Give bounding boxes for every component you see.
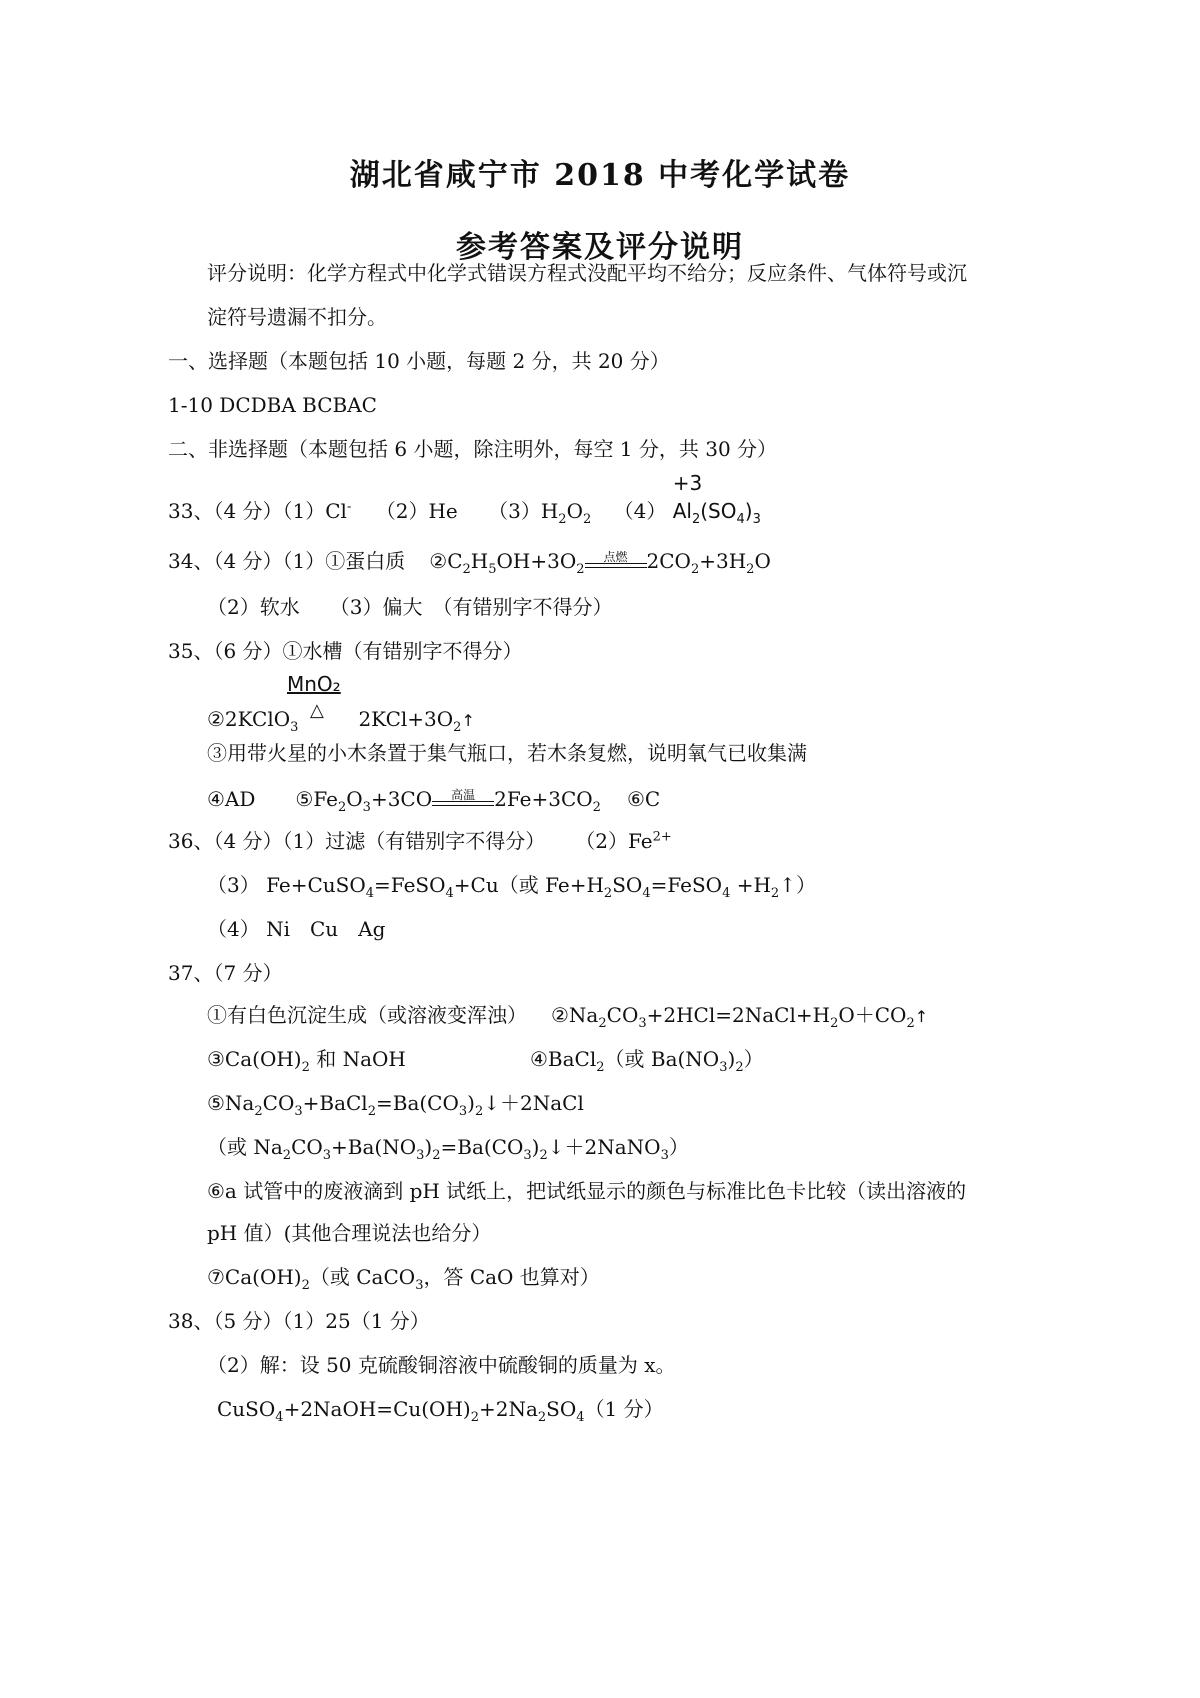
q34-line2: （2）软水 （3）偏大 （有错别字不得分） bbox=[207, 595, 613, 619]
oxidation-formula: +3 $Al_2(SO_4)_3$ bbox=[672, 471, 761, 527]
q37-line4: （或 $Na_2CO_3+Ba(NO_3)_2=Ba(CO_3)_2↓+2NaNO_3$） bbox=[207, 1135, 689, 1163]
q35-line3: ③用带火星的小木条置于集气瓶口，若木条复燃，说明氧气已收集满 bbox=[207, 741, 807, 765]
q37-line2: $③Ca(OH)_2$ 和 NaOH bbox=[207, 1047, 406, 1075]
q36-line1: 36、（4 分）（1）过滤（有错别字不得分） $(2)Fe^{2+}$ bbox=[168, 829, 672, 853]
q37-line6: pH 值）(其他合理说法也给分） bbox=[207, 1221, 492, 1245]
scoring-note-line2: 淀符号遗漏不扣分。 bbox=[207, 305, 387, 329]
page-title: 湖北省咸宁市 2018 中考化学试卷 bbox=[349, 158, 851, 193]
reaction-condition-high-temp: 高温 bbox=[432, 788, 494, 814]
q38-line1: 38、（5 分）（1）25（1 分） bbox=[168, 1309, 430, 1333]
q37-header: 37、（7 分） bbox=[168, 961, 283, 985]
q35-line4: ④AD $⑤Fe_2O_3+3CO$ 高温 $2Fe+3CO_2$ ⑥C bbox=[207, 787, 661, 815]
section1-header: 一、选择题（本题包括 10 小题，每题 2 分，共 20 分） bbox=[168, 349, 670, 373]
q36-line2: （3） Fe+CuSO$_4$=FeSO$_4$+Cu（或 $Fe+H_2SO_4=FeSO_4$ $+H_2↑$） bbox=[207, 873, 816, 901]
q37-line3: $⑤Na_2CO_3+BaCl_2=Ba(CO_3)_2↓+2NaCl$ bbox=[207, 1091, 584, 1119]
q35-line1: 35、（6 分）①水槽（有错别字不得分） bbox=[168, 639, 523, 663]
q37-line1: ①有白色沉淀生成（或溶液变浑浊） $②Na_2CO_3+2HCl=2NaCl+H_2O+CO_2↑$ bbox=[207, 1003, 929, 1031]
page-subtitle: 参考答案及评分说明 bbox=[456, 230, 744, 265]
q35-line2: ②2KClO$_3$ $2KCl+3O_2↑$ bbox=[207, 707, 475, 735]
q38-line3: $CuSO_4+2NaOH=Cu(OH)_2+2Na_2SO_4(1$ 分） bbox=[217, 1397, 664, 1425]
q38-line2: （2）解：设 50 克硫酸铜溶液中硫酸铜的质量为 x。 bbox=[207, 1353, 676, 1377]
q37-line5: ⑥a 试管中的废液滴到 pH 试纸上，把试纸显示的颜色与标准比色卡比较（读出溶液的 bbox=[207, 1179, 967, 1203]
q37-line7: $⑦Ca(OH)_2$（或 CaCO$_3$，答 CaO 也算对） bbox=[207, 1265, 600, 1293]
q36-line3: （4） Ni Cu Ag bbox=[207, 917, 386, 941]
q37-line2-right: ④BaCl$_2$（或 $Ba(NO_3)_2$） bbox=[530, 1047, 764, 1075]
heat-symbol: △ bbox=[310, 700, 324, 721]
catalyst-label: MnO₂ bbox=[287, 672, 341, 696]
q33-line: 33、（4 分）（1）Cl- （2）He $(3)H_2O_2$ （4） +3 $Al_2(SO_4)_3$ bbox=[168, 471, 761, 527]
section1-answers: 1-10 DCDBA BCBAC bbox=[168, 393, 377, 417]
scoring-note-line1: 评分说明：化学方程式中化学式错误方程式没配平均不给分；反应条件、气体符号或沉 bbox=[207, 261, 967, 285]
q34-line1: 34、（4 分）（1）①蛋白质 $②C_2H_5OH+3O_2$ 点燃 $2CO_2+3H_2O$ bbox=[168, 549, 771, 577]
reaction-condition-ignite: 点燃 bbox=[585, 550, 647, 576]
section2-header: 二、非选择题（本题包括 6 小题，除注明外，每空 1 分，共 30 分） bbox=[168, 437, 778, 461]
